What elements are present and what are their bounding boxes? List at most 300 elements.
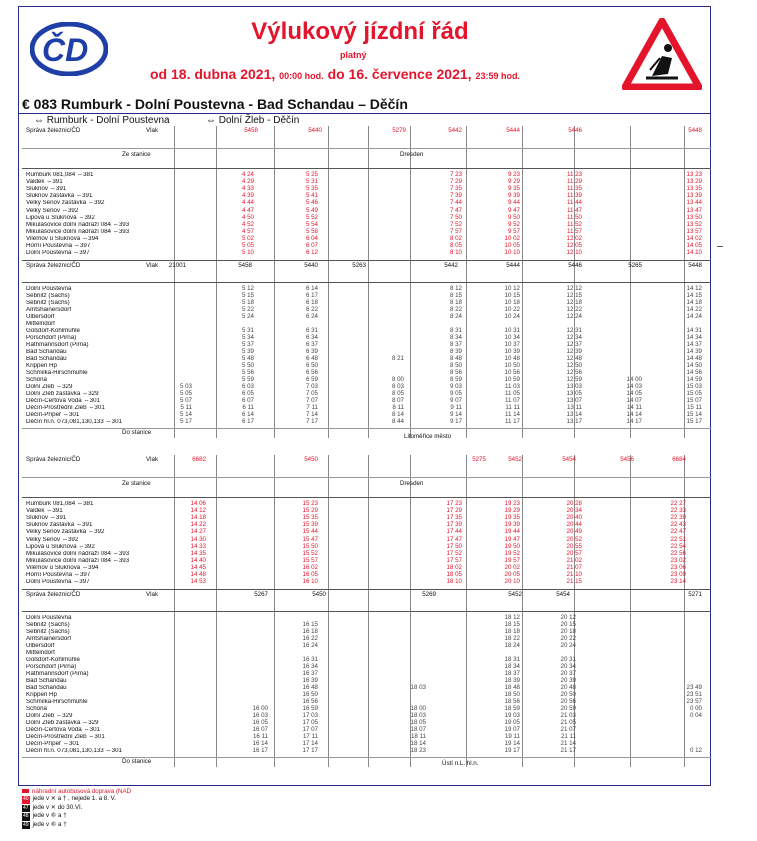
- train-number: 21001: [168, 262, 186, 269]
- operator-label: Správa železnic/ČD: [26, 262, 81, 269]
- departure-time: 0 12: [689, 747, 702, 754]
- train-number: 5446: [568, 127, 582, 134]
- departure-time: 14 33: [190, 542, 206, 550]
- departure-time: 19 44: [504, 528, 520, 536]
- legend-item-nad: náhradní autobusová doprava (NAD: [22, 788, 131, 795]
- departure-time: 20 40: [566, 514, 582, 522]
- departure-time: 12 22: [566, 306, 582, 313]
- departure-time: 11 35: [566, 185, 582, 193]
- departure-time: 17 05: [302, 719, 318, 726]
- departure-time: 16 14: [252, 740, 268, 747]
- departure-time: 18 00: [410, 705, 426, 712]
- train-number: 5263: [352, 262, 366, 269]
- departure-time: 16 24: [302, 642, 318, 649]
- departure-time: 12 31: [566, 327, 582, 334]
- departure-time: 8 37: [449, 341, 462, 348]
- departure-time: 13 57: [686, 227, 702, 235]
- departure-time: 23 51: [686, 691, 702, 698]
- departure-time: 11 07: [504, 397, 520, 404]
- departure-time: 5 07: [179, 397, 192, 404]
- departure-time: 18 07: [410, 726, 426, 733]
- station-name: Děčín-Přípeř ⇔301: [26, 412, 80, 418]
- station-name: Děčín hl.n. 073,081,130,133 ⇔301: [26, 419, 122, 425]
- departure-time: 13 11: [566, 404, 582, 411]
- departure-time: 15 47: [302, 535, 318, 543]
- departure-time: 14 14: [626, 411, 642, 418]
- departure-time: 14 39: [686, 348, 702, 355]
- departure-time: 13 05: [566, 390, 582, 397]
- station-name: Schmilka-Hirschmühle: [26, 699, 88, 705]
- departure-time: 16 02: [302, 563, 318, 571]
- departure-time: 11 17: [504, 418, 520, 425]
- station-name: Rathmannsdorf (Pirna): [26, 342, 89, 348]
- departure-time: 12 50: [566, 362, 582, 369]
- station-name: Krippen Hp: [26, 692, 57, 698]
- departure-time: 15 05: [686, 390, 702, 397]
- departure-time: 17 39: [446, 521, 462, 529]
- departure-time: 19 11: [504, 733, 520, 740]
- station-name: Goßdorf-Kohlmühle: [26, 657, 80, 663]
- row-divider: [22, 611, 711, 612]
- train-number: 5452: [508, 591, 522, 598]
- departure-time: 17 23: [446, 500, 462, 507]
- departure-time: 21 14: [560, 740, 576, 747]
- departure-time: 18 48: [504, 684, 520, 691]
- station-name: Horní Poustevna ⇔397: [26, 572, 91, 578]
- departure-time: 11 57: [566, 227, 582, 235]
- departure-time: 19 17: [504, 747, 520, 754]
- train-number: 5456: [620, 456, 634, 463]
- departure-time: 22 56: [670, 549, 686, 557]
- departure-time: 6 11: [242, 404, 254, 411]
- train-number: 5448: [688, 262, 702, 269]
- departure-time: 20 49: [566, 528, 582, 536]
- station-name: Šluknov ⇔391: [26, 515, 67, 522]
- departure-time: 6 34: [305, 334, 318, 341]
- departure-time: 22 39: [670, 514, 686, 522]
- departure-time: 20 34: [566, 507, 582, 515]
- roadworks-warning-icon: [622, 18, 702, 90]
- departure-time: 8 21: [391, 355, 404, 362]
- train-number: 5275: [472, 456, 486, 463]
- subline-rumburk: ⇔ Rumburk - Dolní Poustevna: [34, 115, 170, 126]
- departure-time: 11 44: [566, 199, 582, 207]
- departure-time: 23 14: [670, 578, 686, 586]
- station-name: Porschdorf (Pirna): [26, 335, 77, 341]
- departure-time: 21 11: [560, 733, 576, 740]
- departure-time: 6 14: [305, 285, 318, 292]
- train-number: 5267: [254, 591, 268, 598]
- train-number: 5448: [688, 127, 702, 134]
- departure-time: 5 56: [241, 369, 254, 376]
- departure-time: 7 44: [449, 199, 462, 207]
- departure-time: 18 05: [446, 571, 462, 578]
- departure-time: 16 18: [302, 628, 318, 635]
- departure-time: 20 34: [560, 663, 576, 670]
- departure-time: 14 24: [686, 313, 702, 320]
- departure-time: 18 02: [446, 563, 462, 571]
- departure-time: 4 29: [241, 178, 254, 186]
- departure-time: 8 34: [449, 334, 462, 341]
- departure-time: 16 34: [302, 663, 318, 670]
- departure-time: 15 14: [686, 411, 702, 418]
- departure-time: 5 54: [305, 220, 318, 228]
- departure-time: 8 22: [449, 306, 462, 313]
- cd-logo-icon: [30, 22, 108, 76]
- departure-time: 11 11: [505, 404, 520, 411]
- station-name: Amtshainersdorf: [26, 307, 72, 313]
- departure-time: 13 17: [566, 418, 582, 425]
- departure-time: 21 07: [566, 563, 582, 571]
- station-name: Děčín-Přípeř ⇔301: [26, 741, 80, 747]
- departure-time: 19 50: [504, 542, 520, 550]
- departure-time: 10 05: [504, 242, 520, 249]
- station-name: Ulbersdorf: [26, 643, 55, 649]
- departure-time: 14 12: [190, 507, 206, 515]
- departure-time: 16 39: [302, 677, 318, 684]
- station-name: Děčín-Čertova Voda ⇔301: [26, 727, 100, 733]
- departure-time: 10 50: [504, 362, 520, 369]
- station-name: Mittelndorf: [26, 321, 55, 327]
- departure-time: 5 50: [241, 362, 254, 369]
- station-name: Bad Schandau: [26, 349, 67, 355]
- departure-time: 4 39: [241, 192, 254, 200]
- departure-time: 10 12: [504, 285, 520, 292]
- departure-time: 14 40: [190, 556, 206, 564]
- departure-time: 18 05: [410, 719, 426, 726]
- departure-time: 7 50: [449, 213, 462, 221]
- departure-time: 15 07: [686, 397, 702, 404]
- departure-time: 18 18: [504, 628, 520, 635]
- departure-time: 18 14: [410, 740, 426, 747]
- departure-time: 7 57: [449, 227, 462, 235]
- train-number: 6682: [192, 456, 206, 463]
- departure-time: 17 29: [446, 507, 462, 515]
- departure-time: 21 03: [560, 712, 576, 719]
- line-title: € 083 Rumburk - Dolní Poustevna - Bad Schandau – Děčín: [22, 96, 408, 112]
- validity-dates: od 18. dubna 2021, 00:00 hod. do 16. července 2021, 23:59 hod.: [150, 66, 520, 82]
- departure-time: 5 17: [179, 418, 192, 425]
- departure-time: 10 37: [504, 341, 520, 348]
- departure-time: 23 49: [686, 684, 702, 691]
- departure-time: 5 31: [241, 327, 254, 334]
- station-name: Mikulášovice dolní nádraží 084 ⇔393: [26, 550, 130, 557]
- departure-time: 7 29: [449, 178, 462, 186]
- departure-time: 10 48: [504, 355, 520, 362]
- departure-time: 8 48: [449, 355, 462, 362]
- station-name: Sebnitz (Sachs): [26, 629, 70, 635]
- departure-time: 5 14: [179, 411, 192, 418]
- row-divider: [22, 282, 711, 283]
- departure-time: 7 47: [449, 206, 462, 214]
- departure-time: 11 29: [566, 178, 582, 186]
- departure-time: 11 14: [504, 411, 520, 418]
- train-number: 5450: [312, 591, 326, 598]
- departure-time: 6 18: [305, 299, 318, 306]
- departure-time: 21 02: [566, 556, 582, 564]
- departure-time: 7 11: [306, 404, 318, 411]
- departure-time: 5 24: [241, 313, 254, 320]
- departure-time: 9 17: [449, 418, 462, 425]
- departure-time: 22 51: [670, 535, 686, 543]
- departure-time: 18 56: [504, 698, 520, 705]
- departure-time: 8 24: [449, 313, 462, 320]
- departure-time: 6 17: [241, 418, 254, 425]
- departure-time: 14 07: [626, 397, 642, 404]
- departure-time: 17 47: [446, 535, 462, 543]
- departure-time: 20 39: [560, 677, 576, 684]
- departure-time: 8 39: [449, 348, 462, 355]
- departure-time: 6 12: [305, 249, 318, 257]
- departure-time: 18 22: [504, 635, 520, 642]
- row-divider: [22, 497, 711, 498]
- departure-time: 17 57: [446, 556, 462, 564]
- departure-time: 19 35: [504, 514, 520, 522]
- station-name: Krippen Hp: [26, 363, 57, 369]
- departure-time: 20 44: [566, 521, 582, 529]
- from-station-label: Ze stanice: [122, 151, 151, 158]
- destination-litomerice: Litoměřice město: [404, 433, 452, 440]
- departure-time: 21 10: [566, 571, 582, 578]
- departure-time: 14 17: [626, 418, 642, 425]
- departure-time: 6 50: [305, 362, 318, 369]
- departure-time: 10 24: [504, 313, 520, 320]
- departure-time: 7 39: [449, 192, 462, 200]
- station-name: Dolní Poustevna ⇔397: [26, 250, 90, 257]
- departure-time: 5 22: [241, 306, 254, 313]
- departure-time: 5 25: [305, 171, 318, 178]
- departure-time: 5 59: [241, 376, 254, 383]
- departure-time: 8 18: [449, 299, 462, 306]
- departure-time: 8 15: [449, 292, 462, 299]
- to-station-label: Do stanice: [122, 758, 152, 765]
- departure-time: 8 02: [449, 234, 462, 242]
- timetable-section-1: [22, 126, 711, 438]
- departure-time: 22 54: [670, 542, 686, 550]
- legend: [22, 788, 131, 829]
- departure-time: 14 56: [686, 369, 702, 376]
- train-number: 6684: [672, 456, 686, 463]
- departure-time: 10 18: [504, 299, 520, 306]
- departure-time: 20 15: [560, 621, 576, 628]
- station-name: Dolní Poustevna ⇔397: [26, 579, 90, 586]
- train-label: Vlak: [146, 127, 159, 134]
- departure-time: 7 23: [449, 171, 462, 178]
- departure-time: 14 30: [190, 535, 206, 543]
- departure-time: 20 24: [560, 642, 576, 649]
- departure-time: 19 39: [504, 521, 520, 529]
- departure-time: 5 34: [241, 334, 254, 341]
- departure-time: 17 14: [302, 740, 318, 747]
- departure-time: 14 00: [626, 376, 642, 383]
- departure-time: 4 57: [241, 227, 254, 235]
- departure-time: 4 47: [241, 206, 254, 214]
- departure-time: 5 10: [241, 249, 254, 257]
- departure-time: 14 22: [190, 521, 206, 529]
- departure-time: 10 31: [504, 327, 520, 334]
- departure-time: 14 18: [686, 299, 702, 306]
- departure-time: 16 07: [252, 726, 268, 733]
- departure-time: 5 03: [179, 383, 192, 390]
- departure-time: 19 07: [504, 726, 520, 733]
- departure-time: 20 50: [560, 691, 576, 698]
- station-name: Bad Schandau: [26, 356, 67, 362]
- departure-time: 14 15: [686, 292, 702, 299]
- departure-time: 12 10: [566, 249, 582, 257]
- departure-time: 5 11: [180, 404, 192, 411]
- departure-time: 8 14: [391, 411, 404, 418]
- train-label: Vlak: [146, 262, 159, 269]
- departure-time: 9 39: [507, 192, 520, 200]
- train-number: 5450: [304, 456, 318, 463]
- train-number: 5279: [392, 127, 406, 134]
- destination-usti: Ústí n.L. hl.n.: [442, 760, 479, 767]
- departure-time: 9 29: [507, 178, 520, 186]
- departure-time: 6 03: [241, 383, 254, 390]
- departure-time: 23 09: [670, 571, 686, 578]
- departure-time: 16 59: [302, 705, 318, 712]
- departure-time: 18 34: [504, 663, 520, 670]
- departure-time: 16 11: [252, 733, 268, 740]
- departure-time: 20 12: [560, 614, 576, 621]
- train-number: 5440: [304, 262, 318, 269]
- departure-time: 6 05: [241, 390, 254, 397]
- station-name: Ulbersdorf: [26, 314, 55, 320]
- station-name: Rumburk 081,084 ⇔381: [26, 172, 94, 178]
- departure-time: 14 12: [686, 285, 702, 292]
- station-name: Velký Šenov zastávka ⇔392: [26, 200, 105, 207]
- departure-time: 8 59: [449, 376, 462, 383]
- departure-time: 16 31: [302, 656, 318, 663]
- departure-time: 18 12: [504, 614, 520, 621]
- departure-time: 5 58: [305, 227, 318, 235]
- departure-time: 17 03: [302, 712, 318, 719]
- departure-time: 8 05: [391, 390, 404, 397]
- departure-time: 18 03: [410, 712, 426, 719]
- departure-time: 8 11: [392, 404, 404, 411]
- departure-time: 18 31: [504, 656, 520, 663]
- departure-time: 19 29: [504, 507, 520, 515]
- station-name: Goßdorf-Kohlmühle: [26, 328, 80, 334]
- station-name: Sebnitz (Sachs): [26, 293, 70, 299]
- origin-dresden: Dresden: [400, 151, 424, 158]
- departure-time: 6 59: [305, 376, 318, 383]
- departure-time: 12 05: [566, 242, 582, 249]
- departure-time: 23 02: [670, 556, 686, 564]
- train-number: 5454: [556, 591, 570, 598]
- row-divider: [22, 148, 711, 149]
- departure-time: 15 44: [302, 528, 318, 536]
- departure-time: 20 31: [560, 656, 576, 663]
- train-number: 5452: [508, 456, 522, 463]
- station-name: Rumburk 081,084 ⇔381: [26, 501, 94, 507]
- station-name: Šluknov ⇔391: [26, 186, 67, 193]
- departure-time: 18 11: [410, 733, 426, 740]
- departure-time: 23 57: [686, 698, 702, 705]
- departure-time: 19 14: [504, 740, 520, 747]
- legend-item: 40 jede v ✕ a † , nejede 1. a 8. V.: [23, 795, 116, 803]
- departure-time: 5 05: [179, 390, 192, 397]
- departure-time: 8 05: [449, 242, 462, 249]
- station-name: Dolní Poustevna: [26, 615, 72, 621]
- departure-time: 10 59: [504, 376, 520, 383]
- row-divider: [22, 477, 711, 478]
- departure-time: 12 39: [566, 348, 582, 355]
- departure-time: 20 59: [560, 705, 576, 712]
- departure-time: 13 35: [686, 185, 702, 193]
- station-name: Děčín-Prostřední Žleb ⇔301: [26, 734, 105, 740]
- departure-time: 7 05: [305, 390, 318, 397]
- train-number: 5458: [238, 262, 252, 269]
- departure-time: 5 02: [241, 234, 254, 242]
- departure-time: 0 00: [689, 705, 702, 712]
- station-name: Lipová u Šluknova ⇔392: [26, 543, 95, 550]
- departure-time: 15 52: [302, 549, 318, 557]
- departure-time: 21 15: [566, 578, 582, 586]
- departure-time: 16 22: [302, 635, 318, 642]
- departure-time: 15 50: [302, 542, 318, 550]
- departure-time: 16 05: [252, 719, 268, 726]
- departure-time: 22 47: [670, 528, 686, 536]
- departure-time: 13 47: [686, 206, 702, 214]
- departure-time: 14 10: [686, 249, 702, 257]
- train-label: Vlak: [146, 591, 159, 598]
- departure-time: 12 37: [566, 341, 582, 348]
- departure-time: 17 07: [302, 726, 318, 733]
- departure-time: 12 59: [566, 376, 582, 383]
- departure-time: 9 52: [507, 220, 520, 228]
- departure-time: 5 15: [241, 292, 254, 299]
- departure-time: 5 37: [241, 341, 254, 348]
- departure-time: 14 31: [686, 327, 702, 334]
- departure-time: 11 47: [566, 206, 582, 214]
- station-name: Sebnitz (Sachs): [26, 300, 70, 306]
- departure-time: 18 24: [504, 642, 520, 649]
- departure-time: 9 03: [449, 383, 462, 390]
- departure-time: 14 34: [686, 334, 702, 341]
- margin-mark: [717, 246, 723, 247]
- departure-time: 13 14: [566, 411, 582, 418]
- departure-time: 6 24: [305, 313, 318, 320]
- station-name: Schöna: [26, 377, 47, 383]
- departure-time: 6 56: [305, 369, 318, 376]
- operator-label: Správa železnic/ČD: [26, 456, 81, 463]
- legend-item: 47 jede v ✕ do 30.VI.: [23, 803, 83, 811]
- departure-time: 17 11: [302, 733, 318, 740]
- departure-time: 23 06: [670, 563, 686, 571]
- station-name: Vilémov u Šluknova ⇔394: [26, 564, 99, 571]
- departure-time: 5 39: [241, 348, 254, 355]
- train-number: 5444: [506, 127, 520, 134]
- train-number: 5269: [422, 591, 436, 598]
- departure-time: 19 47: [504, 535, 520, 543]
- departure-time: 14 11: [626, 404, 642, 411]
- departure-time: 5 05: [241, 242, 254, 249]
- departure-time: 5 35: [305, 185, 318, 193]
- departure-time: 20 18: [560, 628, 576, 635]
- departure-time: 15 39: [302, 521, 318, 529]
- departure-time: 11 05: [504, 390, 520, 397]
- departure-time: 13 23: [686, 171, 702, 178]
- departure-time: 14 45: [190, 563, 206, 571]
- departure-time: 8 56: [449, 369, 462, 376]
- departure-time: 11 03: [504, 383, 520, 390]
- departure-time: 8 31: [449, 327, 462, 334]
- departure-time: 13 07: [566, 397, 582, 404]
- departure-time: 13 39: [686, 192, 702, 200]
- departure-time: 5 52: [305, 213, 318, 221]
- departure-time: 0 04: [689, 712, 702, 719]
